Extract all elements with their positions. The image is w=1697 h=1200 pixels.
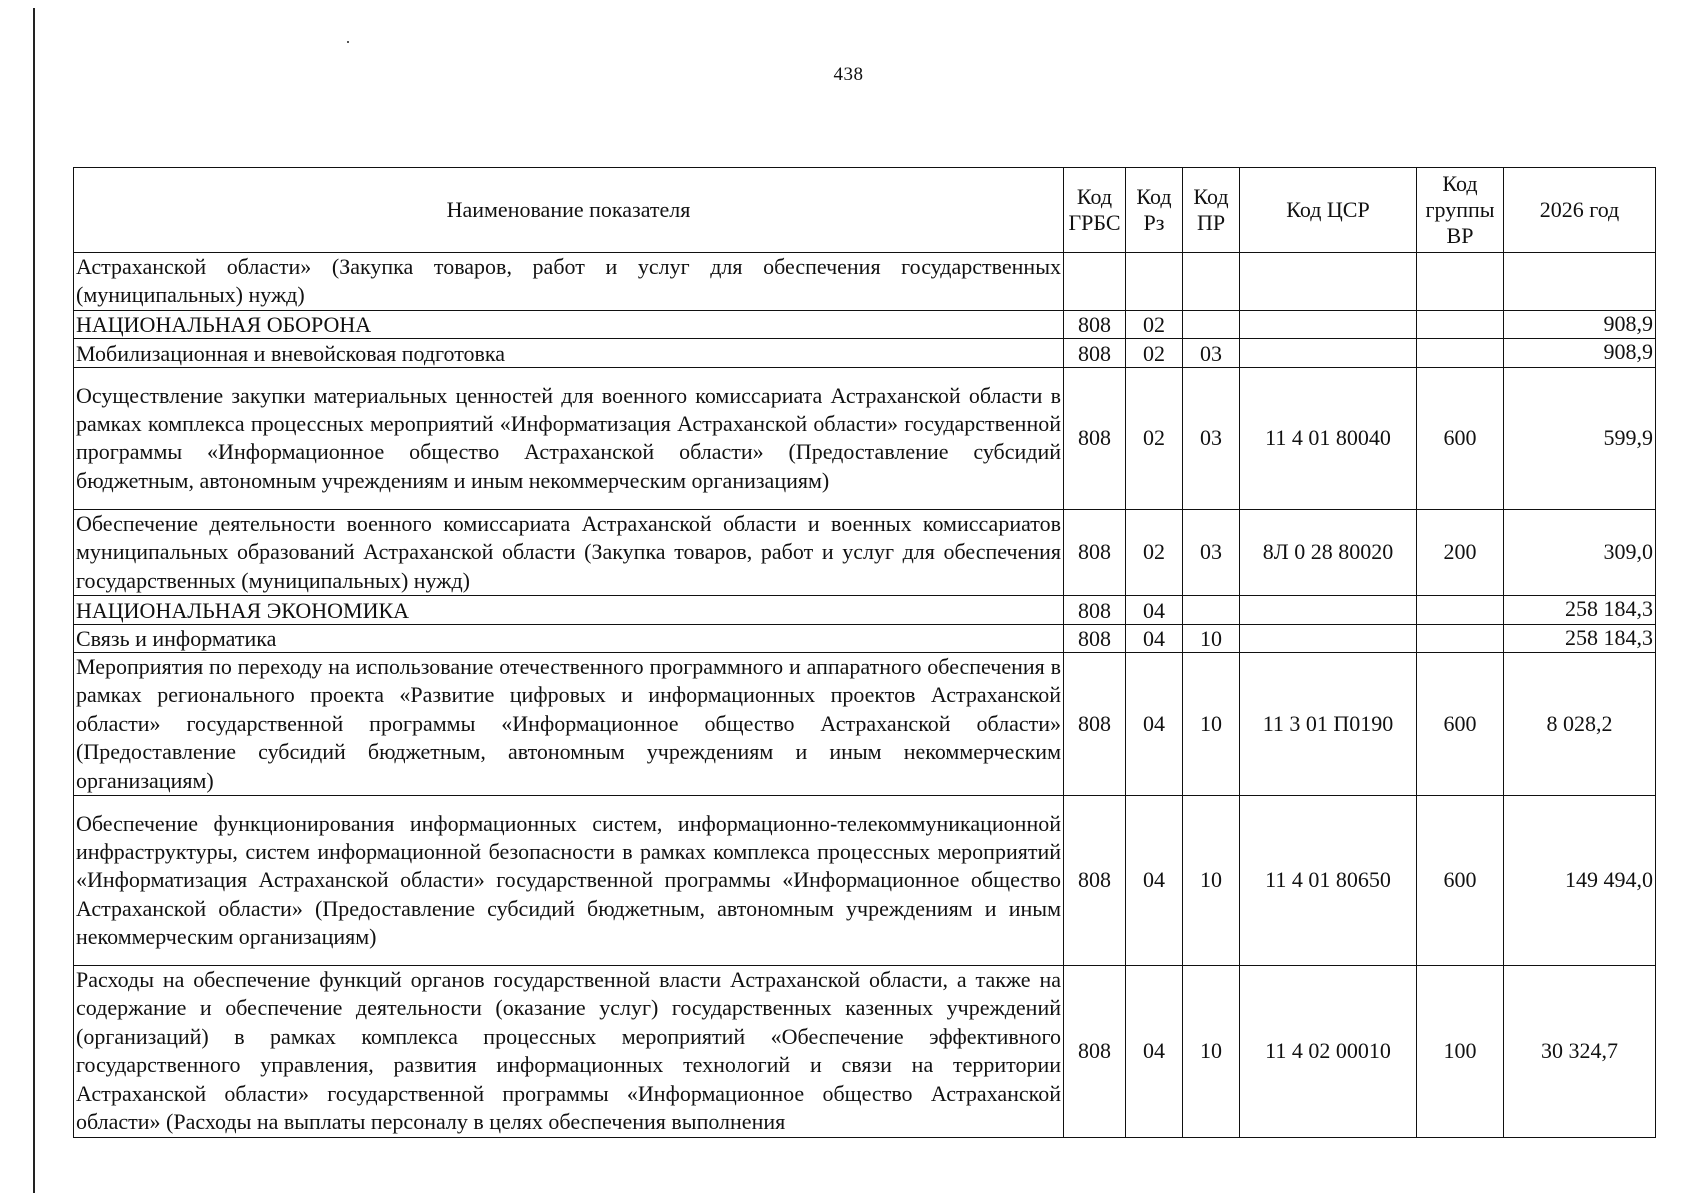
row-vr	[1417, 310, 1504, 338]
row-name: Мобилизационная и вневойсковая подготовка	[74, 338, 1064, 367]
row-csr: 8Л 0 28 80020	[1240, 509, 1417, 595]
row-grbs: 808	[1064, 966, 1126, 1137]
scan-speck	[347, 41, 349, 43]
row-amount: 258 184,3	[1504, 596, 1656, 625]
row-rz	[1126, 253, 1183, 311]
header-pr: Код ПР	[1183, 168, 1240, 253]
row-vr: 100	[1417, 966, 1504, 1137]
row-name: Расходы на обеспечение функций органов государственной власти Астраханской области, а также на содержание и обеспечение деятельности (оказание услуг) государственных казенных учреждений (организаций) в рамках комплекса процессных мероприятий «Обеспечение эффективного государственного управления, развития информационных технологий и связи на территории Астраханской области» государственной программы «Информационное общество Астраханской области» (Расходы на выплаты персоналу в целях обеспечения выполнения	[74, 966, 1064, 1137]
row-csr	[1240, 253, 1417, 311]
row-pr: 10	[1183, 796, 1240, 966]
row-rz: 02	[1126, 509, 1183, 595]
row-grbs: 808	[1064, 653, 1126, 796]
row-amount: 309,0	[1504, 509, 1656, 595]
row-name: Обеспечение деятельности военного комиссариата Астраханской области и военных комиссариатов муниципальных образований Астраханской области (Закупка товаров, работ и услуг для обеспечения государственных (муниципальных) нужд)	[74, 509, 1064, 595]
table-row	[74, 253, 1656, 311]
header-year: 2026 год	[1504, 168, 1656, 253]
row-csr: 11 4 02 00010	[1240, 966, 1417, 1137]
row-name: НАЦИОНАЛЬНАЯ ОБОРОНА	[74, 310, 1064, 338]
table-row	[74, 796, 1656, 966]
row-pr	[1183, 310, 1240, 338]
row-name: Мероприятия по переходу на использование отечественного программного и аппаратного обеспечения в рамках регионального проекта «Развитие цифровых и информационных проектов Астраханской области» государственной программы «Информационное общество Астраханской области» (Предоставление субсидий бюджетным, автономным учреждениям и иным некоммерческим организациям)	[74, 653, 1064, 796]
table-row	[74, 966, 1656, 1137]
row-pr	[1183, 253, 1240, 311]
row-pr	[1183, 596, 1240, 625]
row-amount: 908,9	[1504, 338, 1656, 367]
row-grbs	[1064, 253, 1126, 311]
row-vr: 600	[1417, 367, 1504, 509]
table-row	[74, 310, 1656, 338]
row-pr: 03	[1183, 509, 1240, 595]
row-rz: 04	[1126, 966, 1183, 1137]
binding-margin-line	[33, 8, 35, 1193]
row-name: Связь и информатика	[74, 625, 1064, 653]
row-pr: 10	[1183, 625, 1240, 653]
row-csr: 11 3 01 П0190	[1240, 653, 1417, 796]
table-row	[74, 625, 1656, 653]
row-rz: 04	[1126, 625, 1183, 653]
row-name: Астраханской области» (Закупка товаров, работ и услуг для обеспечения государственных (муниципальных) нужд)	[74, 253, 1064, 311]
row-csr	[1240, 625, 1417, 653]
row-amount: 908,9	[1504, 310, 1656, 338]
row-grbs: 808	[1064, 338, 1126, 367]
row-vr	[1417, 253, 1504, 311]
row-grbs: 808	[1064, 596, 1126, 625]
row-csr: 11 4 01 80040	[1240, 367, 1417, 509]
table-header-row	[74, 168, 1656, 253]
row-name: Осуществление закупки материальных ценностей для военного комиссариата Астраханской области в рамках комплекса процессных мероприятий «Информатизация Астраханской области» государственной программы «Информационное общество Астраханской области» (Предоставление субсидий бюджетным, автономным учреждениям и иным некоммерческим организациям)	[74, 367, 1064, 509]
row-grbs: 808	[1064, 625, 1126, 653]
row-vr: 600	[1417, 653, 1504, 796]
table-row	[74, 653, 1656, 796]
header-grbs: Код ГРБС	[1064, 168, 1126, 253]
row-vr	[1417, 596, 1504, 625]
table-row	[74, 509, 1656, 595]
row-rz: 02	[1126, 367, 1183, 509]
row-csr	[1240, 596, 1417, 625]
row-grbs: 808	[1064, 509, 1126, 595]
table-row	[74, 367, 1656, 509]
row-rz: 04	[1126, 653, 1183, 796]
row-name: НАЦИОНАЛЬНАЯ ЭКОНОМИКА	[74, 596, 1064, 625]
header-vr: Код группы ВР	[1417, 168, 1504, 253]
row-amount: 149 494,0	[1504, 796, 1656, 966]
page-number: 438	[833, 64, 864, 85]
row-pr: 03	[1183, 367, 1240, 509]
row-grbs: 808	[1064, 310, 1126, 338]
row-vr	[1417, 338, 1504, 367]
budget-table	[73, 167, 1656, 1138]
header-name: Наименование показателя	[74, 168, 1064, 253]
row-grbs: 808	[1064, 367, 1126, 509]
row-amount: 8 028,2	[1504, 653, 1656, 796]
row-amount: 30 324,7	[1504, 966, 1656, 1137]
row-pr: 10	[1183, 966, 1240, 1137]
row-vr	[1417, 625, 1504, 653]
table-row	[74, 596, 1656, 625]
row-name: Обеспечение функционирования информационных систем, информационно-телекоммуникационной инфраструктуры, систем информационной безопасности в рамках комплекса процессных мероприятий «Информатизация Астраханской области» государственной программы «Информационное общество Астраханской области» (Предоставление субсидий бюджетным, автономным учреждениям и иным некоммерческим организациям)	[74, 796, 1064, 966]
row-amount	[1504, 253, 1656, 311]
row-rz: 04	[1126, 596, 1183, 625]
row-csr	[1240, 338, 1417, 367]
header-rz: Код Рз	[1126, 168, 1183, 253]
row-rz: 02	[1126, 338, 1183, 367]
row-pr: 10	[1183, 653, 1240, 796]
row-amount: 258 184,3	[1504, 625, 1656, 653]
row-vr: 600	[1417, 796, 1504, 966]
row-amount: 599,9	[1504, 367, 1656, 509]
header-csr: Код ЦСР	[1240, 168, 1417, 253]
row-vr: 200	[1417, 509, 1504, 595]
row-rz: 04	[1126, 796, 1183, 966]
table-row	[74, 338, 1656, 367]
row-csr	[1240, 310, 1417, 338]
row-pr: 03	[1183, 338, 1240, 367]
row-csr: 11 4 01 80650	[1240, 796, 1417, 966]
row-grbs: 808	[1064, 796, 1126, 966]
row-rz: 02	[1126, 310, 1183, 338]
